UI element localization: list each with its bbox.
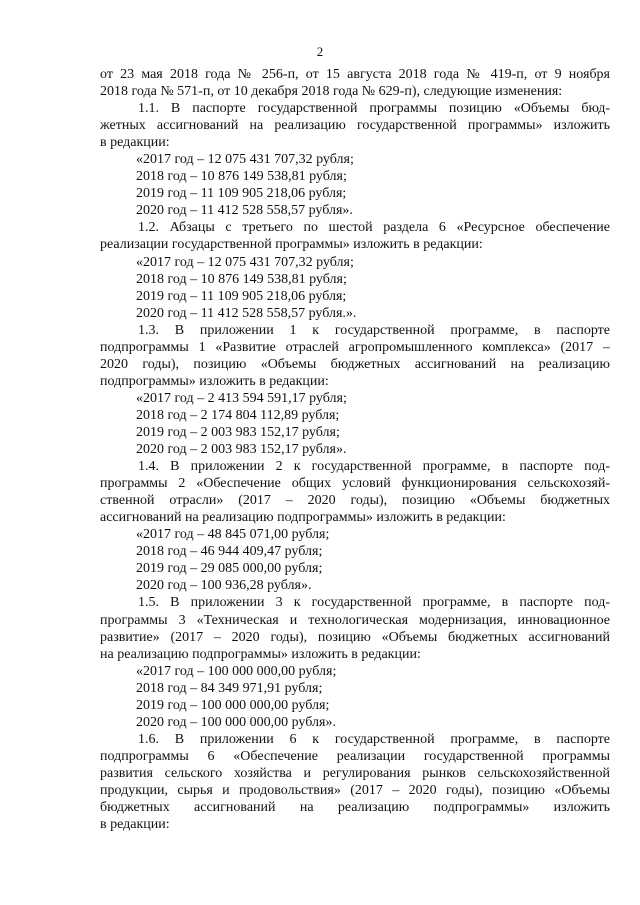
item-1-5-value: 2020 год – 100 000 000,00 рубля». (136, 714, 336, 730)
item-1-4-value: 2019 год – 29 085 000,00 рубля; (136, 561, 323, 577)
item-1-5-line: программы 3 «Техническая и технологическая модернизация, инновационное (100, 612, 610, 628)
item-1-5-value: 2019 год – 100 000 000,00 рубля; (136, 697, 330, 713)
item-1-5-line: на реализацию подпрограммы» изложить в редакции: (100, 646, 421, 662)
item-1-6-line: подпрограммы 6 «Обеспечение реализации государственной программы (100, 748, 610, 764)
item-1-1-value: 2019 год – 11 109 905 218,06 рубля; (136, 186, 347, 202)
item-1-2-value: 2018 год – 10 876 149 538,81 рубля; (136, 271, 347, 287)
item-1-2-value: 2019 год – 11 109 905 218,06 рубля; (136, 288, 347, 304)
item-1-6-line: развития сельского хозяйства и регулирования рынков сельскохозяйственной (100, 765, 610, 781)
item-1-1-line: 1.1. В паспорте государственной программы позицию «Объемы бюд- (138, 101, 610, 117)
item-1-4-line: ственной отрасли» (2017 – 2020 годы), позицию «Объемы бюджетных (100, 493, 610, 509)
item-1-3-value: 2019 год – 2 003 983 152,17 рубля; (136, 424, 340, 440)
item-1-1-line: жетных ассигнований на реализацию государственной программы» изложить (100, 118, 610, 134)
item-1-1-value: «2017 год – 12 075 431 707,32 рубля; (136, 152, 354, 168)
item-1-6-line: 1.6. В приложении 6 к государственной программе, в паспорте (138, 731, 610, 747)
item-1-4-value: «2017 год – 48 845 071,00 рубля; (136, 527, 330, 543)
item-1-6-line: продукции, сырья и продовольствия» (2017 – 2020 годы), позицию «Объемы (100, 782, 610, 798)
item-1-5-line: 1.5. В приложении 3 к государственной программе, в паспорте под- (138, 595, 610, 611)
item-1-6-line: бюджетных ассигнований на реализацию подпрограммы» изложить (100, 800, 610, 816)
item-1-3-line: 2020 годы), позицию «Объемы бюджетных ассигнований на реализацию (100, 356, 610, 372)
item-1-1-line: в редакции: (100, 135, 170, 151)
item-1-4-line: ассигнований на реализацию подпрограммы» изложить в редакции: (100, 510, 506, 526)
intro-line: от 23 мая 2018 года № 256-п, от 15 августа 2018 года № 419-п, от 9 ноября (100, 67, 610, 82)
item-1-3-line: подпрограммы» изложить в редакции: (100, 373, 329, 389)
item-1-2-value: «2017 год – 12 075 431 707,32 рубля; (136, 254, 354, 270)
item-1-5-value: 2018 год – 84 349 971,91 рубля; (136, 680, 323, 696)
item-1-4-line: 1.4. В приложении 2 к государственной программе, в паспорте под- (138, 459, 610, 475)
item-1-6-line: в редакции: (100, 817, 170, 833)
intro-line: 2018 года № 571-п, от 10 декабря 2018 года № 629-п), следующие изменения: (100, 84, 563, 100)
item-1-4-line: программы 2 «Обеспечение общих условий функционирования сельскохозяй- (100, 476, 610, 492)
item-1-2-value: 2020 год – 11 412 528 558,57 рубля.». (136, 305, 357, 321)
item-1-3-line: 1.3. В приложении 1 к государственной программе, в паспорте (138, 322, 610, 338)
item-1-5-line: развитие» (2017 – 2020 годы), позицию «Объемы бюджетных ассигнований (100, 629, 610, 645)
item-1-2-line: реализации государственной программы» изложить в редакции: (100, 237, 483, 253)
item-1-2-line: 1.2. Абзацы с третьего по шестой раздела 6 «Ресурсное обеспечение (138, 220, 610, 236)
item-1-5-value: «2017 год – 100 000 000,00 рубля; (136, 663, 337, 679)
item-1-3-value: 2018 год – 2 174 804 112,89 рубля; (136, 407, 340, 423)
item-1-1-value: 2020 год – 11 412 528 558,57 рубля». (136, 203, 353, 219)
item-1-4-value: 2018 год – 46 944 409,47 рубля; (136, 544, 323, 560)
item-1-4-value: 2020 год – 100 936,28 рубля». (136, 578, 312, 594)
item-1-3-line: подпрограммы 1 «Развитие отраслей агропромышленного комплекса» (2017 – (100, 339, 610, 355)
item-1-3-value: «2017 год – 2 413 594 591,17 рубля; (136, 390, 347, 406)
page-number: 2 (316, 44, 324, 59)
item-1-3-value: 2020 год – 2 003 983 152,17 рубля». (136, 442, 347, 458)
document-body (100, 66, 610, 833)
item-1-1-value: 2018 год – 10 876 149 538,81 рубля; (136, 169, 347, 185)
